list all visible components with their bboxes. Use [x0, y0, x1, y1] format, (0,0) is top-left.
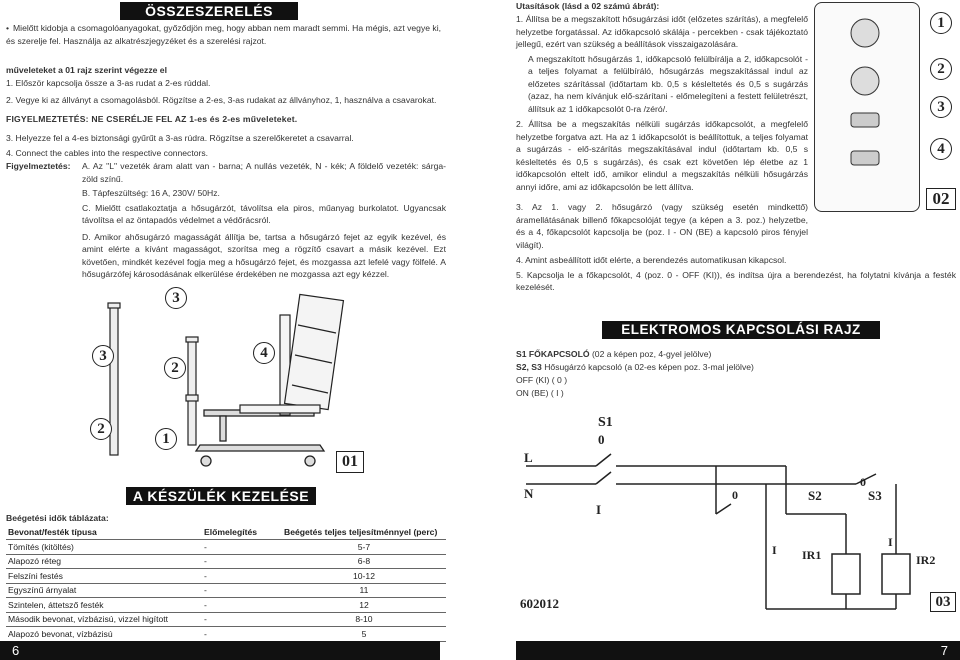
- cell-full-power: 12: [282, 598, 446, 613]
- cell-full-power: 10-12: [282, 569, 446, 584]
- control-panel-knobs: [815, 3, 919, 209]
- page-number-right-bar: [516, 641, 960, 660]
- diagram-s1: S1: [598, 415, 613, 430]
- step-1: 1. Először kapcsolja össze a 3-as rudat a 2-es rúddal.: [6, 78, 211, 88]
- cell-preheat: -: [202, 540, 282, 555]
- panel-callout-1: 1: [930, 12, 952, 34]
- usage-instructions: [516, 13, 808, 193]
- warning-c: C. Mielőtt csatlakoztatja a hősugárzót, távolítsa ela piros, műanyag burkolatot. Ugyancsak távolítsa el az öntapadós védelmet a védőrácsról.: [82, 202, 446, 225]
- ops-heading: műveleteket a 01 rajz szerint végezze el: [6, 65, 167, 75]
- warning-d: D. Amikor ahősugárzó magasságát állítja be, tartsa a hősugárzó fejet az egyik kezével, és amint elérte a kívánt magasságot, szorítsa meg a rögzítő csavart a másik kezével. Ezt követően, mindkét kezével fogja meg a hősugárzó fejet, és mozgassa azt lefelé vagy fölfelé. A hősugárzófej károsodásának elkerülése érdekében ne mozgassa azt egy kézzel.: [82, 231, 446, 279]
- cell-full-power: 11: [282, 583, 446, 598]
- stand-drawing: [196, 410, 324, 466]
- steps-a: [6, 77, 446, 106]
- cell-preheat: -: [202, 612, 282, 627]
- col-coating-type: Bevonat/festék típusa: [6, 525, 202, 540]
- s2-label: S2, S3: [516, 362, 542, 372]
- callout-3-left: 3: [92, 345, 114, 367]
- callout-1: 1: [155, 428, 177, 450]
- diagram-i-2: I: [772, 543, 777, 557]
- callout-4: 4: [253, 342, 275, 364]
- diagram-n: N: [524, 486, 534, 501]
- panel-callout-2: 2: [930, 58, 952, 80]
- cell-coating-type: Alapozó réteg: [6, 554, 202, 569]
- wiring-title-bar: ELEKTROMOS KAPCSOLÁSI RAJZ: [602, 321, 880, 339]
- assembly-title-bar: ÖSSZESZERELÉS: [120, 2, 298, 20]
- diagram-l: L: [524, 450, 533, 465]
- cell-coating-type: Második bevonat, vízbázisú, vizzel higított: [6, 612, 202, 627]
- cell-coating-type: Szintelen, áttetsző festék: [6, 598, 202, 613]
- cell-preheat: -: [202, 554, 282, 569]
- step-4: 4. Connect the cables into the respective connectors.: [6, 147, 209, 158]
- table-row: [6, 554, 446, 569]
- cell-full-power: 5: [282, 627, 446, 642]
- table-header-row: [6, 525, 446, 540]
- on-text: ON (BE) ( I ): [516, 388, 564, 398]
- cell-coating-type: Tömítés (kitöltés): [6, 540, 202, 555]
- bullet-icon: •: [6, 23, 10, 33]
- wiring-legend: [516, 348, 956, 400]
- callout-2-left: 2: [90, 418, 112, 440]
- step-3: 3. Helyezze fel a 4-es biztonsági gyűrűt a 3-as rúdra. Rögzítse a szerelőkeretet a csavarral.: [6, 133, 354, 143]
- burn-times-table: [6, 525, 446, 642]
- s2-text: Hősugárzó kapcsoló (a 02-es képen poz. 3-mal jelölve): [544, 362, 754, 372]
- cell-full-power: 5-7: [282, 540, 446, 555]
- table-title: Beégetési idők táblázata:: [6, 513, 109, 523]
- figure-01-number: 01: [336, 451, 364, 473]
- usage-heading: Utasítások (lásd a 02 számú ábrát):: [516, 1, 660, 11]
- diagram-zero: 0: [598, 432, 605, 447]
- steps-b: [6, 132, 446, 159]
- table-row: [6, 612, 446, 627]
- table-row: [6, 627, 446, 642]
- callout-3-top: 3: [165, 287, 187, 309]
- item-5: 5. Kapcsolja le a főkapcsolót, 4 (poz. 0 - OFF (KI)), és indítsa újra a berendezést, ha folytatni kívánja a festék kezelését.: [516, 269, 956, 292]
- diagram-s3: S3: [868, 488, 882, 503]
- panel-callout-3: 3: [930, 96, 952, 118]
- diagram-zero-3: 0: [860, 475, 866, 489]
- cell-preheat: -: [202, 627, 282, 642]
- col-full-power: Beégetés teljes teljesítménnyel (perc): [282, 525, 446, 540]
- col-preheat: Előmelegítés: [202, 525, 282, 540]
- panel-callout-4: 4: [930, 138, 952, 160]
- page-number-right: 7: [940, 643, 948, 658]
- usage-title-bar: A KÉSZÜLÉK KEZELÉSE: [126, 487, 316, 505]
- cell-coating-type: Felszíni festés: [6, 569, 202, 584]
- cell-preheat: -: [202, 598, 282, 613]
- page-number-left: 6: [12, 643, 20, 658]
- diagram-ir1: IR1: [802, 548, 822, 562]
- cell-coating-type: Egyszínű árnyalat: [6, 583, 202, 598]
- s1-label: S1 FŐKAPCSOLÓ: [516, 349, 590, 359]
- off-text: OFF (KI) ( 0 ): [516, 375, 568, 385]
- item-3: 3. Az 1. vagy 2. hősugárzó (vagy szükség esetén mindkettő) áramellátásának billenő főkapcsolóját tegye (a képen a 3. poz.) helyzetbe, és a 4, főkapcsolót kapcsolja be (poz. I - ON (BE) a kapcsoló piros fényjel világít).: [516, 202, 808, 250]
- wiring-diagram: [516, 404, 960, 619]
- table-row: [6, 598, 446, 613]
- assembly-intro-text: Mielőtt kidobja a csomagolóanyagokat, győződjön meg, hogy abban nem maradt semmi. Ha mégis, azt vegye ki, és szerelje fel. Használja az alkatrészjegyzéket és a szerelési rajzot.: [6, 23, 442, 46]
- cell-coating-type: Alapozó bevonat, vízbázisú: [6, 627, 202, 642]
- assembly-drawing: [80, 285, 370, 475]
- callout-2-mid: 2: [164, 357, 186, 379]
- diagram-i: I: [596, 502, 602, 517]
- warning-a: A. Az "L" vezeték áram alatt van - barna; A nullás vezeték, N - kék; A földelő vezeték: sárga-zöld színű.: [82, 161, 446, 184]
- item-1-intro: 1. Állítsa be a megszakított hősugárzási időt (előzetes szárítás), a megfelelő helyzetbe forgatással. Az időkapcsoló skálája - percekben - csak tájékoztató jellegű, ezért van szükség a beállítások visszaigazolására.: [516, 14, 808, 49]
- page-number-left-bar: [0, 641, 440, 660]
- table-row: [6, 569, 446, 584]
- diagram-03-number: 03: [930, 592, 956, 612]
- warning-b: B. Tápfeszültség: 16 A, 230V/ 50Hz.: [82, 188, 220, 198]
- item-1-detail: A megszakított hősugárzás 1, időkapcsoló felülbírálja a 2, időkapcsolót - a teljes folyamat a felülbíráló, hősugárzás megszakítással indul az előzetes szárítással (időtartam kb. 0,5 s késleltetés és 0,5 s sugárzás (azaz, ha nem kívánjuk elő-szárítani - előmelegíteni a festett felületrészt, állítsuk az 1 időkapcsolót 0-ra /zéró/.: [528, 53, 808, 114]
- diagram-i-3: I: [888, 535, 893, 549]
- assembly-intro: [6, 22, 446, 47]
- table-row: [6, 583, 446, 598]
- cell-full-power: 8-10: [282, 612, 446, 627]
- item-2: 2. Állítsa be a megszakítás nélküli sugárzás időkapcsolót, a megfelelő helyzetbe forgatva azt. Ha az 1 időkapcsolót is beállítottuk, a teljes folyamat a sugárzás - elő-szárítás megszakításával indul (időtartam kb. 0,5 s késleltetés és 0,5 s sugárzás), és csak ezt követően lép életbe az 1 időkapcsolón eltelt idő, amikor elindul a megszakítás nélküli hősugárzás annyi időre, ami az időkapcsolón be lett állítva.: [516, 119, 808, 192]
- diagram-ir2: IR2: [916, 553, 936, 567]
- control-panel: [814, 2, 920, 212]
- cell-full-power: 6-8: [282, 554, 446, 569]
- item-4: 4. Amint asbeállított időt elérte, a berendezés automatikusan kikapcsol.: [516, 255, 787, 265]
- step-2: 2. Vegye ki az állványt a csomagolásból. Rögzítse a 2-es, 3-as rudakat az állványhoz, 1, használva a csavarokat.: [6, 94, 437, 105]
- table-row: [6, 540, 446, 555]
- diagram-code: 602012: [520, 596, 559, 611]
- cell-preheat: -: [202, 583, 282, 598]
- diagram-zero-2: 0: [732, 488, 738, 502]
- usage-instructions-wide: [516, 201, 956, 294]
- diagram-s2: S2: [808, 488, 822, 503]
- warning-block: [6, 160, 446, 281]
- rod-2-drawing: [186, 337, 198, 445]
- cell-preheat: -: [202, 569, 282, 584]
- s1-text: (02 a képen poz, 4-gyel jelölve): [591, 349, 712, 359]
- warning-label: Figyelmeztetés:: [6, 161, 71, 171]
- ops-warning: FIGYELMEZTETÉS: NE CSERÉLJE FEL AZ 1-es és 2-es műveleteket.: [6, 114, 298, 124]
- figure-02-number: 02: [926, 188, 956, 210]
